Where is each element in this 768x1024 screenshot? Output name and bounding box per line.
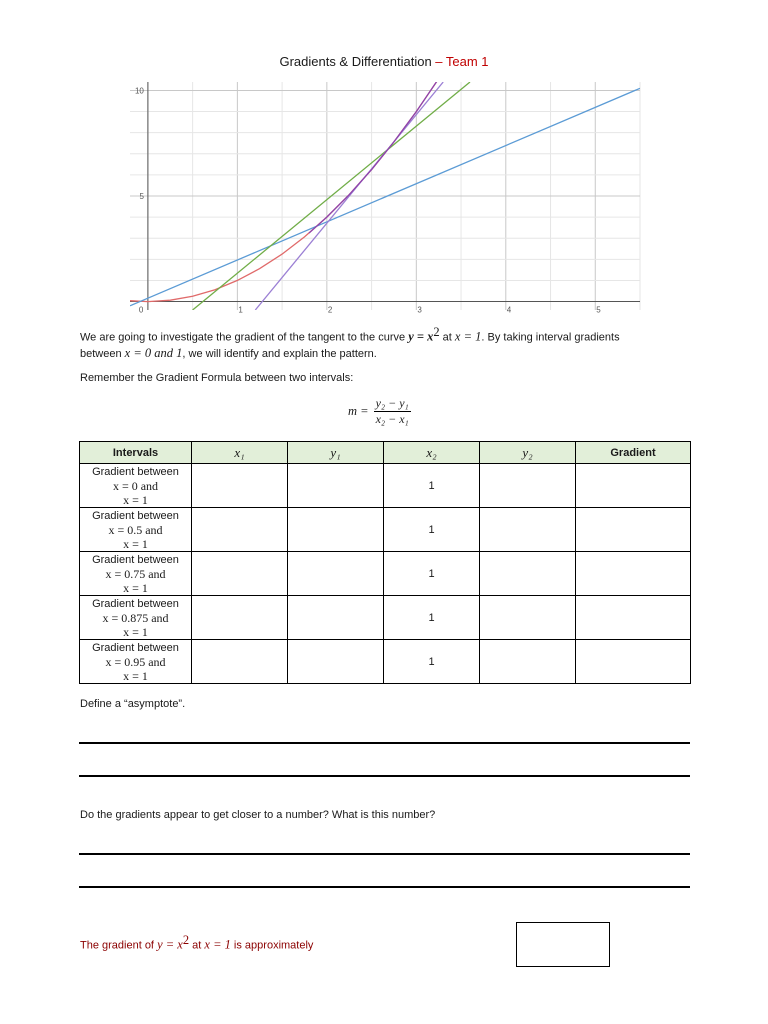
- x2-cell: 1: [384, 596, 480, 640]
- intro-exponent: 2: [433, 325, 440, 339]
- interval-label-line-1: Gradient between: [92, 509, 179, 522]
- title-dash: –: [431, 54, 446, 69]
- y2-cell[interactable]: [480, 464, 576, 508]
- table-row: [80, 640, 691, 684]
- interval-label-line-1: Gradient between: [92, 597, 179, 610]
- x2-cell: 1: [384, 552, 480, 596]
- final-answer-box[interactable]: [516, 922, 610, 967]
- x-tick-label: 0: [138, 305, 144, 315]
- intro-equation-curve: y = x: [408, 329, 434, 344]
- intro-equation-point: x = 1: [454, 329, 482, 344]
- gradient-cell[interactable]: [576, 508, 691, 552]
- interval-label-line-1: Gradient between: [92, 465, 179, 478]
- interval-label-line-2: x = 0.75 and: [105, 566, 166, 581]
- question-asymptote: Define a “asymptote”.: [80, 698, 186, 710]
- gradient-cell[interactable]: [576, 552, 691, 596]
- x1-cell[interactable]: [192, 464, 288, 508]
- interval-table: [79, 441, 691, 684]
- table-row: [80, 508, 691, 552]
- x1-cell[interactable]: [192, 552, 288, 596]
- y-tick-label: 10: [134, 86, 144, 96]
- page-title: [0, 54, 768, 69]
- interval-label: [80, 508, 192, 552]
- question-limit: Do the gradients appear to get closer to a number? What is this number?: [80, 809, 436, 821]
- intro-equation-interval: x = 0 and 1: [124, 345, 183, 360]
- final-text-2: at: [189, 939, 205, 952]
- table-row: [80, 552, 691, 596]
- interval-label: [80, 596, 192, 640]
- header-y2: y₂: [480, 442, 576, 464]
- answer-line-2[interactable]: [79, 775, 690, 777]
- y2-cell[interactable]: [480, 552, 576, 596]
- interval-label: [80, 552, 192, 596]
- table-row: [80, 464, 691, 508]
- x-tick-label: 5: [596, 305, 601, 315]
- interval-label-line-2: x = 0 and: [112, 478, 159, 493]
- x-tick-label: 2: [327, 305, 333, 315]
- intro-text-1: We are going to investigate the gradient of the tangent to the curve: [80, 331, 409, 344]
- x1-cell[interactable]: [192, 508, 288, 552]
- final-equation-curve: y = x: [157, 937, 183, 952]
- final-statement: [80, 933, 313, 954]
- intro-text-3: . By taking interval gradients: [481, 331, 620, 344]
- intro-text-5: , we will identify and explain the pattern.: [182, 347, 377, 360]
- interval-label-line-2: x = 0.875 and: [102, 610, 169, 625]
- gradient-cell[interactable]: [576, 464, 691, 508]
- header-gradient: Gradient: [576, 442, 691, 464]
- intro-text-4: between: [80, 347, 125, 360]
- intro-line-1: [80, 325, 620, 346]
- tangent-graph: [130, 82, 640, 315]
- interval-label-line-3: x = 1: [123, 536, 148, 551]
- interval-label-line-1: Gradient between: [92, 553, 179, 566]
- formula-numerator: y₂ − y₁: [375, 396, 409, 410]
- title-team: Team 1: [445, 54, 489, 69]
- interval-label-line-2: x = 0.5 and: [108, 522, 163, 537]
- interval-label-line-2: x = 0.95 and: [105, 654, 166, 669]
- gradient-cell[interactable]: [576, 640, 691, 684]
- interval-label-line-3: x = 1: [123, 668, 148, 683]
- x1-cell[interactable]: [192, 640, 288, 684]
- remember-text: Remember the Gradient Formula between two intervals:: [80, 372, 354, 384]
- y1-cell[interactable]: [288, 552, 384, 596]
- x2-cell: 1: [384, 464, 480, 508]
- x-tick-label: 4: [506, 305, 512, 315]
- answer-line-1[interactable]: [79, 742, 690, 744]
- answer-line-4[interactable]: [79, 886, 690, 888]
- formula-denominator: x₂ − x₁: [375, 412, 409, 426]
- y2-cell[interactable]: [480, 640, 576, 684]
- final-equation-point: x = 1: [204, 937, 231, 952]
- interval-label: [80, 640, 192, 684]
- interval-label-line-3: x = 1: [123, 624, 148, 639]
- gradient-cell[interactable]: [576, 596, 691, 640]
- header-intervals: Intervals: [80, 442, 192, 464]
- y1-cell[interactable]: [288, 464, 384, 508]
- header-y1: y₁: [288, 442, 384, 464]
- intro-paragraph: [80, 325, 620, 362]
- x-tick-label: 3: [417, 305, 422, 315]
- table-row: [80, 596, 691, 640]
- intro-line-2: [80, 346, 620, 362]
- y1-cell[interactable]: [288, 508, 384, 552]
- interval-label-line-1: Gradient between: [92, 641, 179, 654]
- intro-text-2: at: [439, 331, 455, 344]
- final-exponent: 2: [182, 933, 190, 947]
- final-text-1: The gradient of: [80, 939, 158, 952]
- final-text-3: is approximately: [230, 939, 314, 952]
- x2-cell: 1: [384, 640, 480, 684]
- curve-series: [309, 79, 439, 234]
- answer-line-3[interactable]: [79, 853, 690, 855]
- header-x2: x₂: [384, 442, 480, 464]
- table-header-row: [80, 442, 691, 464]
- secant-line: [130, 88, 640, 305]
- x1-cell[interactable]: [192, 596, 288, 640]
- x-tick-label: 1: [238, 305, 243, 315]
- gradient-formula: [348, 396, 411, 427]
- x2-cell: 1: [384, 508, 480, 552]
- title-main: Gradients & Differentiation: [279, 54, 432, 69]
- header-x1: x₁: [192, 442, 288, 464]
- y2-cell[interactable]: [480, 508, 576, 552]
- y1-cell[interactable]: [288, 640, 384, 684]
- y-tick-label: 5: [139, 192, 144, 201]
- y1-cell[interactable]: [288, 596, 384, 640]
- interval-label-line-3: x = 1: [123, 580, 148, 595]
- formula-lhs: m =: [348, 404, 369, 418]
- y2-cell[interactable]: [480, 596, 576, 640]
- formula-fraction: [374, 396, 411, 427]
- interval-label: [80, 464, 192, 508]
- interval-label-line-3: x = 1: [123, 492, 148, 507]
